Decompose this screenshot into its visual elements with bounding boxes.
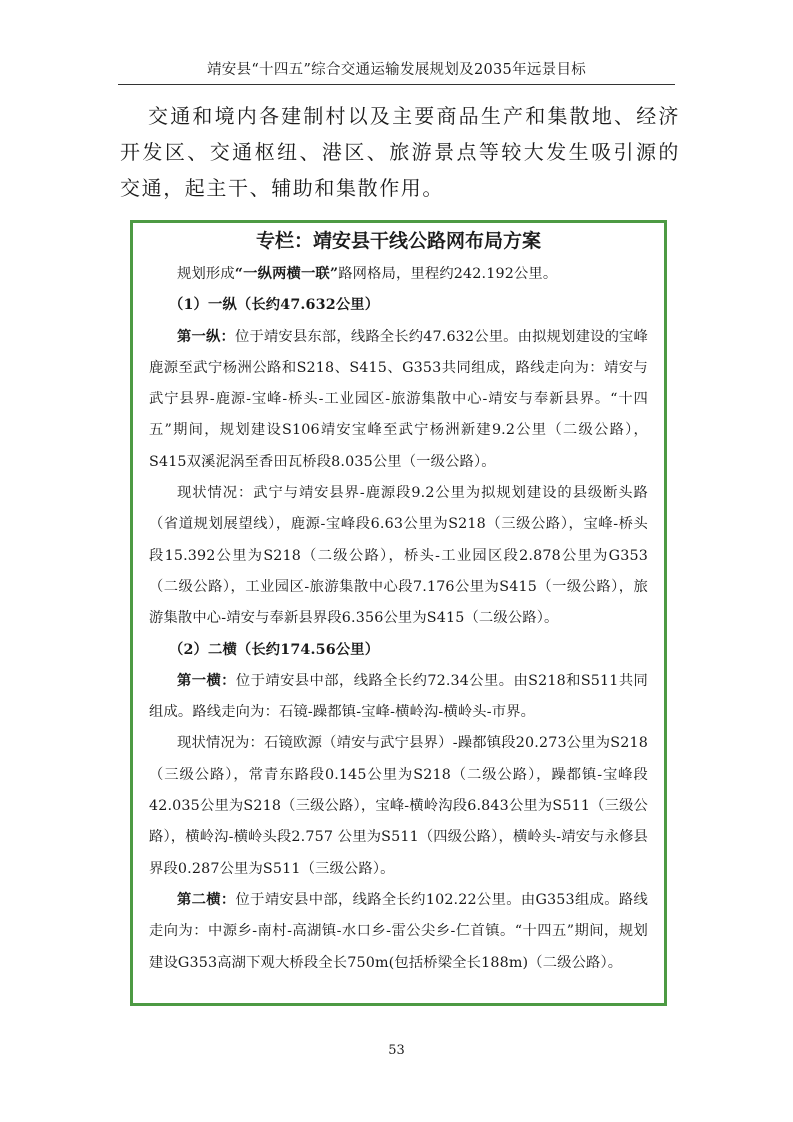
page-number: 53 [388,1043,405,1058]
first-vertical-label: 第一纵： [177,328,235,345]
page-header [118,58,675,85]
summary-suffix: 路网格局，里程约242.192公里。 [338,266,558,282]
sidebar-box [130,220,667,1006]
summary-prefix: 规划形成 [177,266,235,282]
box-title: 专栏：靖安县干线公路网布局方案 [255,230,541,252]
box-paragraph-first-horizontal [149,666,648,729]
box-paragraph-status-1: 现状情况：武宁与靖安县界-鹿源段9.2公里为拟规划建设的县级断头路（省道规划展望线），鹿源-宝峰段6.63公里为S218（三级公路），宝峰-桥头段15.392公里为S218（二级公路），桥头-工业园区段2.878公里为G353（二级公路），工业园区-旅游集散中心段7.176公里为S415（一级公路），旅游集散中心-靖安与奉新县界段6.356公里为S415（二级公路）。 [149,485,648,627]
box-paragraph-summary [149,259,648,290]
second-horizontal-text: 位于靖安县中部，线路全长约102.22公里。由G353组成。路线走向为：中源乡-南村-高湖镇-水口乡-雷公尖乡-仁首镇。“十四五”期间，规划建设G353高湖下观大桥段全长750m(包括桥梁全长188m)（二级公路）。 [149,891,648,971]
first-horizontal-label: 第一横： [177,672,236,689]
box-paragraph-status-2: 现状情况为：石镜欧源（靖安与武宁县界）-躁都镇段20.273公里为S218（三级公路），常青东路段0.145公里为S218（二级公路），躁都镇-宝峰段42.035公里为S218（三级公路），宝峰-横岭沟段6.843公里为S511（三级公路），横岭沟-横岭头段2.757 公里为S511（四级公路），横岭头-靖安与永修县界段0.287公里为S511（三级公路）。 [149,735,648,877]
box-paragraph-second-horizontal [149,885,648,979]
first-horizontal-text: 位于靖安县中部，线路全长约72.34公里。由S218和S511共同组成。路线走向为：石镜-躁都镇-宝峰-横岭沟-横岭头-市界。 [149,672,648,721]
header-title: 靖安县“十四五”综合交通运输发展规划及2035年远景目标 [206,62,587,78]
box-paragraph-first-vertical [149,322,648,478]
summary-emphasis: “一纵两横一联” [234,266,339,282]
intro-paragraph [120,98,680,206]
second-horizontal-label: 第二横： [177,891,236,908]
intro-text: 交通和境内各建制村以及主要商品生产和集散地、经济开发区、交通枢纽、港区、旅游景点等较大发生吸引源的交通，起主干、辅助和集散作用。 [120,104,680,200]
first-vertical-text: 位于靖安县东部，线路全长约47.632公里。由拟规划建设的宝峰鹿源至武宁杨洲公路和S218、S415、G353共同组成，路线走向为：靖安与武宁县界-鹿源-宝峰-桥头-工业园区-旅游集散中心-靖安与奉新县界。“十四五”期间，规划建设S106靖安宝峰至武宁杨洲新建9.2公里（二级公路），S415双溪泥涡至香田瓦桥段8.035公里（一级公路）。 [149,328,648,470]
section-heading-1: （1）一纵（长约47.632公里） [169,297,380,314]
section-heading-2: （2）二横（长约174.56公里） [169,641,380,658]
